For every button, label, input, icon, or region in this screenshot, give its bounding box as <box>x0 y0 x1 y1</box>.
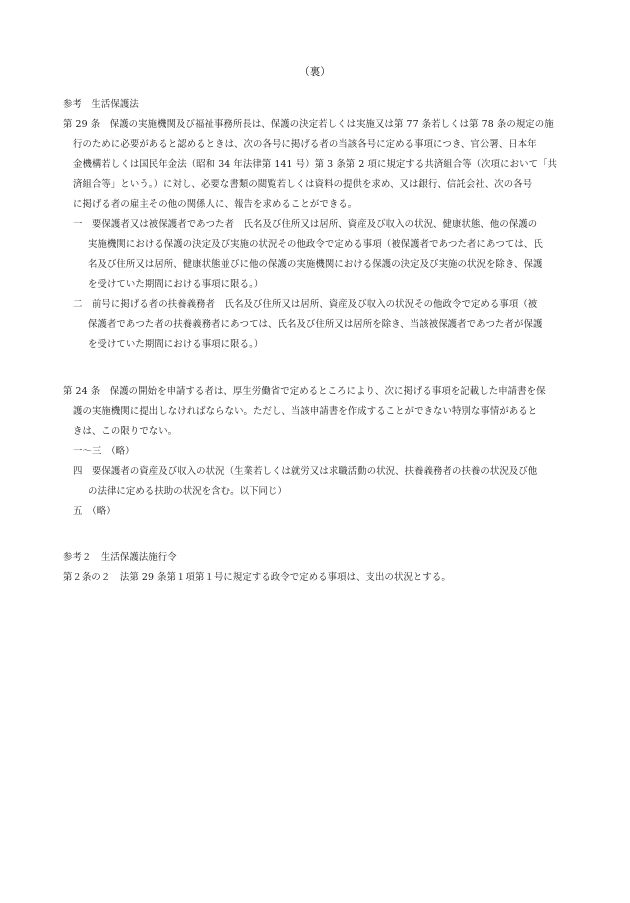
article-24-line: きは、この限りでない。 <box>73 426 178 437</box>
item-line: 保護者であつた者の扶養義務者にあつては、氏名及び住所又は居所を除き、当該被保護者であつた者が保護 <box>88 319 543 330</box>
article-29-line: 金機構若しくは国民年金法（昭和 34 年法律第 141 号）第 3 条第 2 項に規定する共済組合等（次項において「共 <box>73 159 557 170</box>
article-24 <box>63 382 583 522</box>
article-24-line: 第 24 条 保護の開始を申請する者は、厚生労働省で定めるところにより、次に掲げる事項を記載した申請書を保 <box>63 386 546 397</box>
ref1-heading: 参考 生活保護法 <box>63 99 139 110</box>
section-spacer <box>63 522 583 548</box>
item-line: 実施機関における保護の決定及び実施の状況その他政令で定める事項（被保護者であつた者にあつては、氏 <box>88 239 543 250</box>
section-spacer <box>63 355 583 382</box>
article-29-line: 行のために必要があると認めるときは、次の各号に掲げる者の当該各号に定める事項につき、官公署、日本年 <box>73 139 537 150</box>
page-title: （裏） <box>299 66 331 78</box>
article-24-item-4-line: の法律に定める扶助の状況を含む。以下同じ） <box>88 486 287 497</box>
article-29 <box>63 115 583 215</box>
item-line: 二 前号に掲げる者の扶養義務者 氏名及び住所又は居所、資産及び収入の状況その他政令で定める事項（被 <box>73 299 538 310</box>
item-line: を受けていた期間における事項に限る。） <box>88 279 264 290</box>
article-29-item-2 <box>63 295 583 355</box>
document-body <box>63 95 583 588</box>
article-29-line: に掲げる者の雇主その他の関係人に、報告を求めることができる。 <box>73 199 358 210</box>
article-24-items-1-3: 一～三 （略） <box>73 446 135 457</box>
article-29-item-1 <box>63 215 583 295</box>
article-29-line: 済組合等」という。）に対し、必要な書類の閲覧若しくは資料の提供を求め、又は銀行、信託会社、次の各号 <box>73 179 533 190</box>
article-29-line: 第 29 条 保護の実施機関及び福祉事務所長は、保護の決定若しくは実施又は第 77 条若しくは第 78 条の規定の施 <box>63 119 554 130</box>
ref2-heading: 参考２ 生活保護法施行令 <box>63 552 177 563</box>
item-line: 名及び住所又は居所、健康状態並びに他の保護の実施機関における保護の決定及び実施の状況を除き、保護 <box>88 259 543 270</box>
article-24-line: 護の実施機関に提出しなければならない。ただし、当該申請書を作成することができない特別な事情があると <box>73 406 538 417</box>
article-24-item-4-line: 四 要保護者の資産及び収入の状況（生業若しくは就労又は求職活動の状況、扶養義務者の扶養の状況及び他 <box>73 466 538 477</box>
article-24-item-5: 五 （略） <box>73 506 116 517</box>
item-line: 一 要保護者又は被保護者であつた者 氏名及び住所又は居所、資産及び収入の状況、健康状態、他の保護の <box>73 219 538 230</box>
ref2-text: 第２条の２ 法第 29 条第１項第１号に規定する政令で定める事項は、支出の状況とする。 <box>63 572 451 583</box>
item-line: を受けていた期間における事項に限る。） <box>88 339 264 350</box>
